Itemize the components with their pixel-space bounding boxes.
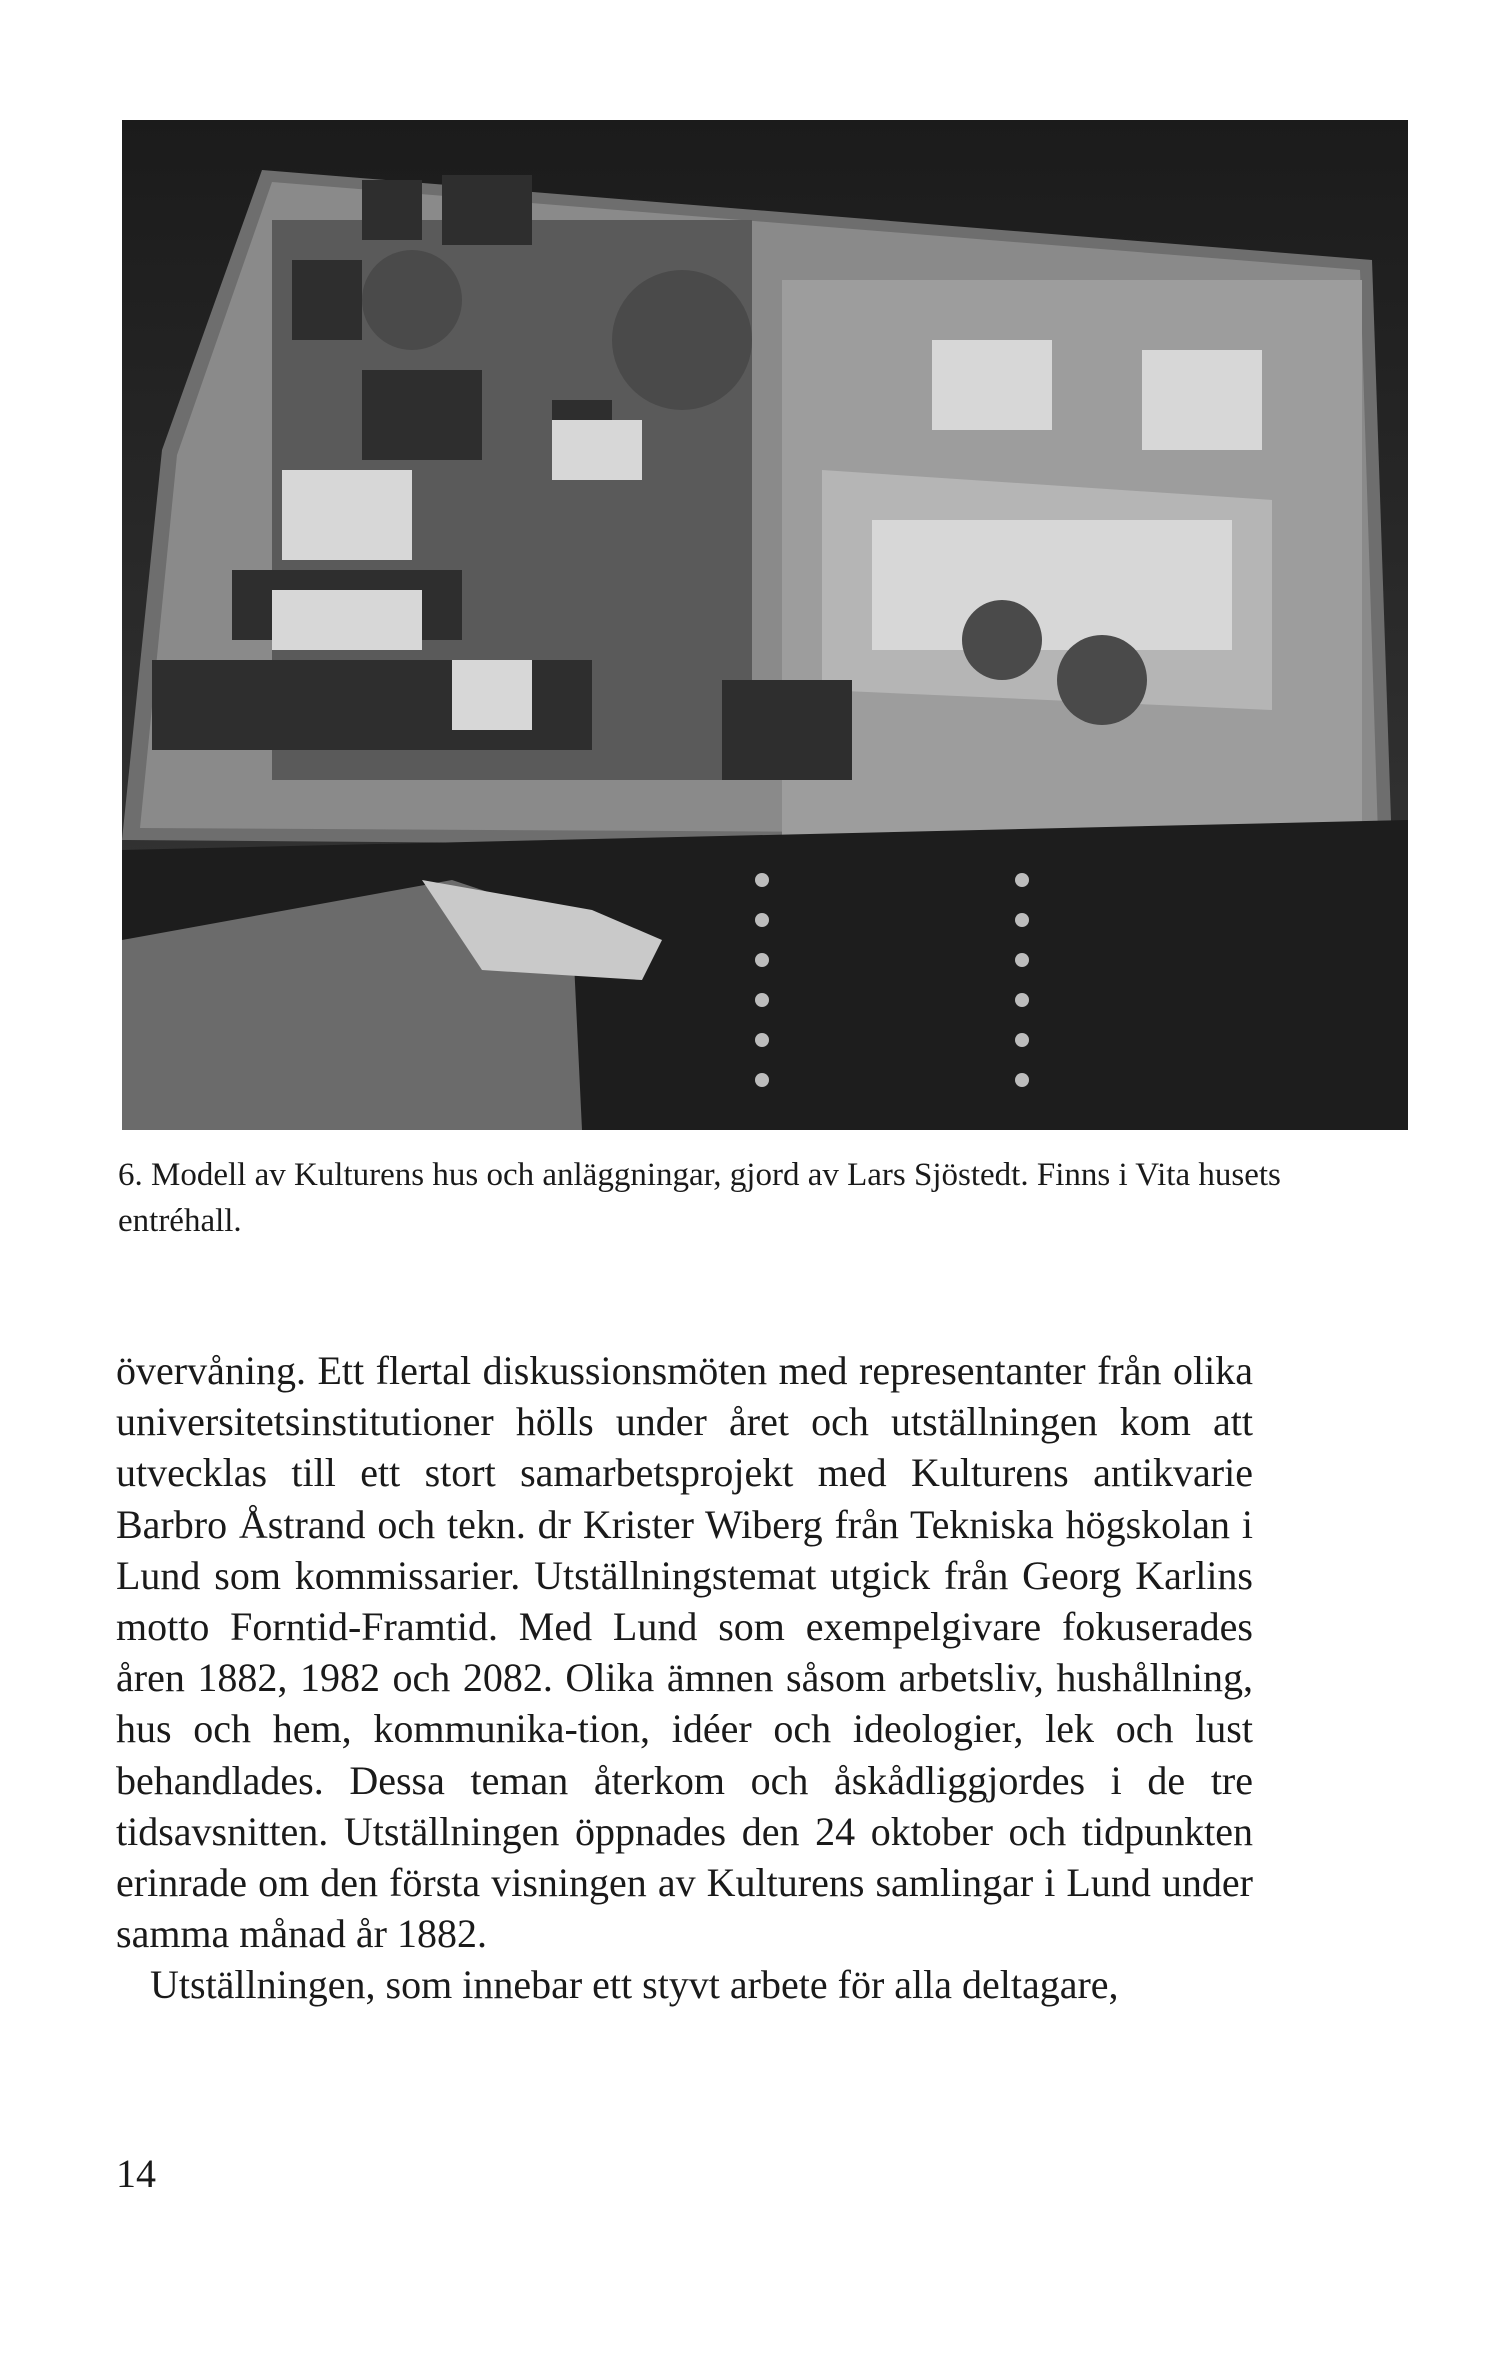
paragraph-1: övervåning. Ett flertal diskussionsmöten med representanter från olika universitetsinstitutioner hölls under året och utställningen kom att utvecklas till ett stort samarbetsprojekt med Kulturens antikvarie Barbro Åstrand och tekn. dr Krister Wiberg från Tekniska högskolan i Lund som kommissarier. Utställningstemat utgick från Georg Karlins motto Forntid-Framtid. Med Lund som exempelgivare fokuserades åren 1882, 1982 och 2082. Olika ämnen såsom arbetsliv, hushållning, hus och hem, kommunika-tion, idéer och ideologier, lek och lust behandlades. Dessa teman återkom och åskådliggjordes i de tre tidsavsnitten. Utställningen öppnades den 24 oktober och tidpunkten erinrade om den första visningen av Kulturens samlingar i Lund under samma månad år 1882.: [116, 1348, 1253, 1957]
paragraph-2: Utställningen, som innebar ett styvt arbete för alla deltagare,: [150, 1962, 1119, 2008]
page-number: 14: [116, 2151, 156, 2196]
museum-model-photograph: [122, 120, 1408, 1130]
figure-caption: 6. Modell av Kulturens hus och anläggningar, gjord av Lars Sjöstedt. Finns i Vita husets entréhall.: [118, 1157, 1281, 1239]
body-text: [116, 1345, 1253, 2011]
